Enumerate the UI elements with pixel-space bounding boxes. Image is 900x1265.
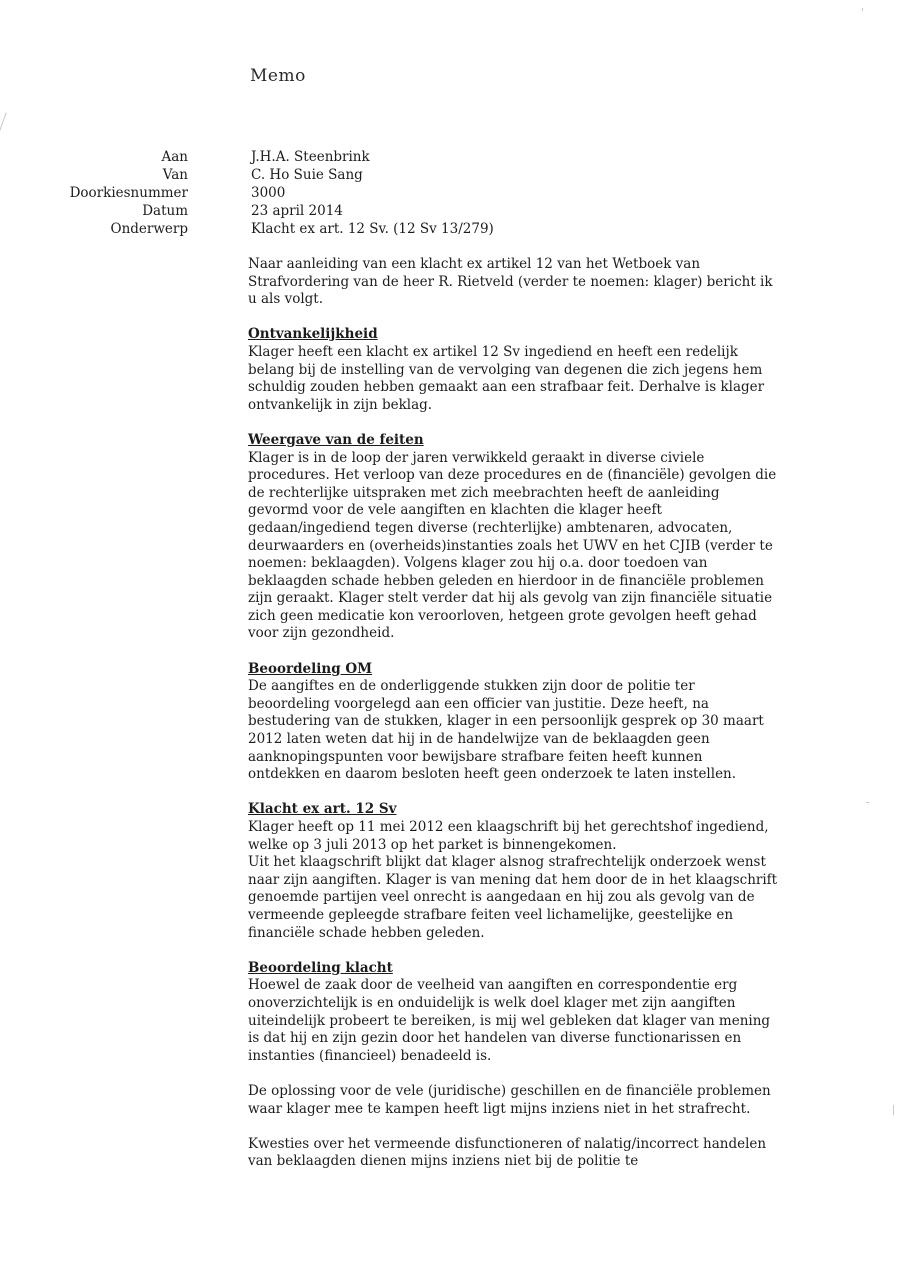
memo-section	[248, 432, 778, 643]
header-value: Klacht ex art. 12 Sv. (12 Sv 13/279)	[251, 221, 494, 237]
memo-section	[248, 1136, 778, 1171]
section-paragraph: Hoewel de zaak door de veelheid van aangiften en correspondentie erg onoverzichtelijk is en onduidelijk is welk doel klager met zijn aangiften uiteindelijk probeert te bereiken, is mij wel gebleken dat klager van mening is dat hij en zijn gezin door het handelen van diverse functionarissen en instanties (financieel) benadeeld is.	[248, 977, 771, 1064]
header-value: C. Ho Suie Sang	[251, 167, 363, 183]
memo-section	[248, 960, 778, 1066]
section-heading: Beoordeling OM	[248, 660, 373, 677]
memo-section	[248, 1083, 778, 1118]
memo-header	[0, 148, 900, 238]
intro-paragraph	[248, 256, 778, 309]
memo-body	[248, 256, 778, 1188]
section-paragraph: Klager is in de loop der jaren verwikkeld geraakt in diverse civiele procedures. Het verloop van deze procedures en de (financiële) gevolgen die de rechterlijke uitspraken met zich meebrachten heeft de aanleiding gevormd voor de vele aangiften en klachten die klager heeft gedaan/ingediend tegen diverse (rechterlijke) ambtenaren, advocaten, deurwaarders en (overheids)instanties zoals het UWV en het CJIB (verder te noemen: beklaagden). Volgens klager zou hij o.a. door toedoen van beklaagden schade hebben geleden en hierdoor in de financiële problemen zijn geraakt. Klager stelt verder dat hij als gevolg van zijn financiële situatie zich geen medicatie kon veroorloven, hetgeen grote gevolgen heeft gehad voor zijn gezondheid.	[248, 449, 777, 642]
section-heading: Beoordeling klacht	[248, 959, 393, 976]
header-label: Doorkiesnummer	[69, 185, 188, 201]
memo-section	[248, 661, 778, 784]
section-heading: Klacht ex art. 12 Sv	[248, 801, 397, 818]
memo-title: Memo	[250, 66, 306, 86]
header-row	[0, 148, 900, 166]
scan-artifact	[893, 1105, 894, 1115]
section-paragraph: De oplossing voor de vele (juridische) geschillen en de financiële problemen waar klager mee te kampen heeft ligt mijns inziens niet in het strafrecht.	[248, 1082, 771, 1117]
section-heading: Ontvankelijkheid	[248, 326, 378, 343]
header-value: J.H.A. Steenbrink	[251, 149, 370, 165]
section-paragraph: Uit het klaagschrift blijkt dat klager alsnog strafrechtelijk onderzoek wenst naar zijn aangiften. Klager is van mening dat hem door de in het klaagschrift genoemde partijen veel onrecht is aangedaan en hij zou als gevolg van de vermeende gepleegde strafbare feiten veel lichamelijke, geestelijke en financiële schade hebben geleden.	[248, 854, 778, 941]
scan-artifact	[866, 802, 869, 803]
header-row	[0, 202, 900, 220]
header-label: Aan	[161, 149, 188, 165]
scan-artifact	[862, 8, 863, 11]
header-label: Van	[162, 167, 188, 183]
memo-section	[248, 801, 778, 942]
section-heading: Weergave van de feiten	[248, 431, 424, 448]
section-paragraph: Klager heeft een klacht ex artikel 12 Sv ingediend en heeft een redelijk belang bij de instelling van de vervolging van degenen die zich jegens hem schuldig zouden hebben gemaakt aan een strafbaar feit. Derhalve is klager ontvankelijk in zijn beklag.	[248, 343, 765, 413]
header-label: Onderwerp	[110, 221, 188, 237]
header-row	[0, 166, 900, 184]
section-paragraph: Klager heeft op 11 mei 2012 een klaagschrift bij het gerechtshof ingediend, welke op 3 juli 2013 op het parket is binnengekomen.	[248, 819, 769, 853]
scan-artifact	[0, 112, 7, 133]
header-row	[0, 220, 900, 238]
header-value: 23 april 2014	[251, 203, 343, 219]
section-paragraph: De aangiftes en de onderliggende stukken zijn door de politie ter beoordeling voorgelegd aan een officier van justitie. Deze heeft, na bestudering van de stukken, klager in een persoonlijk gesprek op 30 maart 2012 laten weten dat hij in de handelwijze van de beklaagden geen aanknopingspunten voor bewijsbare strafbare feiten heeft kunnen ontdekken en daarom besloten heeft geen onderzoek te laten instellen.	[248, 678, 764, 783]
header-label: Datum	[142, 203, 188, 219]
memo-sections	[248, 326, 778, 1171]
memo-section	[248, 326, 778, 414]
header-row	[0, 184, 900, 202]
intro-text: Naar aanleiding van een klacht ex artikel 12 van het Wetboek van Strafvordering van de heer R. Rietveld (verder te noemen: klager) bericht ik u als volgt.	[248, 256, 773, 308]
section-paragraph: Kwesties over het vermeende disfunctioneren of nalatig/incorrect handelen van beklaagden dienen mijns inziens niet bij de politie te	[248, 1135, 767, 1170]
header-value: 3000	[251, 185, 286, 201]
